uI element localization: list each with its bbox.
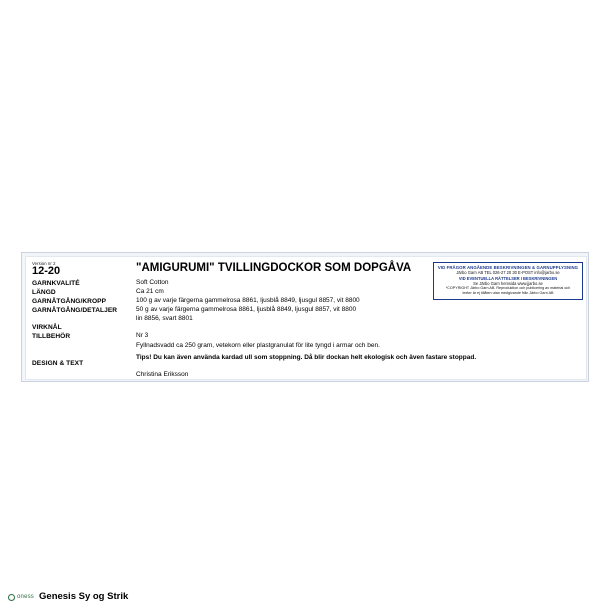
contact-phone-line: Järbo Garn AB TEL 026-27 20 30 E-POST info@jarbo.se (456, 270, 560, 276)
genesis-logo-icon: oness (8, 593, 34, 601)
value-tip: Tips! Du kan även använda kardad ull som stoppning. Då blir dockan helt ekologisk och även fastare stoppad. (136, 354, 477, 362)
pattern-document-card (21, 252, 589, 382)
contact-website-line: Se Järbo Garn hemsida www.jjarbo.se (473, 280, 543, 286)
label-hook: VIRKNÅL (32, 324, 62, 332)
value-accessories: Fyllnadsvadd ca 250 gram, vetekorn eller plastgranulat för lite tyngd i armar och ben. (136, 341, 380, 349)
footer-title: Genesis Sy og Strik (39, 591, 129, 602)
size-code: 12-20 (32, 265, 61, 277)
contact-corrections-line: VID EVENTUELLA RÄTTELSER I BESKRIVNINGEN (458, 275, 558, 281)
contact-copyright-line-1: *COPYRIGHT Järbo Garn AB. Reproduktion och publicering av material och (445, 286, 571, 291)
version-note: Version nr 2 (32, 261, 56, 266)
value-yarn-details-line-1: 50 g av varje färgerna gammelrosa 8861, ljusblå 8849, ljusgul 8857, vit 8800 (136, 306, 357, 314)
value-quality: Soft Cotton (136, 279, 169, 286)
pattern-value-column (134, 261, 580, 379)
pattern-sheet-body (32, 261, 580, 379)
pattern-sheet (25, 256, 587, 380)
label-yarn-body: GARNÅTGÅNG/KROPP (32, 298, 107, 306)
label-quality: GARNKVALITÉ (32, 280, 80, 287)
label-yarn-details: GARNÅTGÅNG/DETALJER (32, 307, 118, 315)
contact-copyright-line-2: texter är ej tillåten utan medgivande från Järbo Garn AB (462, 290, 554, 295)
label-design: DESIGN & TEXT (32, 359, 84, 367)
value-length: Ca 21 cm (136, 288, 164, 296)
value-yarn-body: 100 g av varje färgerna gammelrosa 8861, ljusblå 8849, ljusgul 8857, vit 8800 (136, 297, 360, 305)
page-title: "AMIGURUMI" TVILLINGDOCKOR SOM DOPGÅVA (136, 262, 412, 274)
value-design: Christina Eriksson (136, 371, 189, 379)
value-yarn-details-line-2: lin 8856, svart 8801 (136, 315, 193, 323)
label-accessories: TILLBEHÖR (32, 333, 71, 341)
value-hook: Nr 3 (136, 332, 149, 340)
contact-box-title: VID FRÅGOR ANGÅENDE BESKRIVNINGEN & GARNUPPLYSNING (437, 265, 579, 270)
label-length: LÄNGD (32, 289, 56, 297)
pattern-label-column (32, 261, 134, 368)
page-footer (8, 591, 128, 602)
